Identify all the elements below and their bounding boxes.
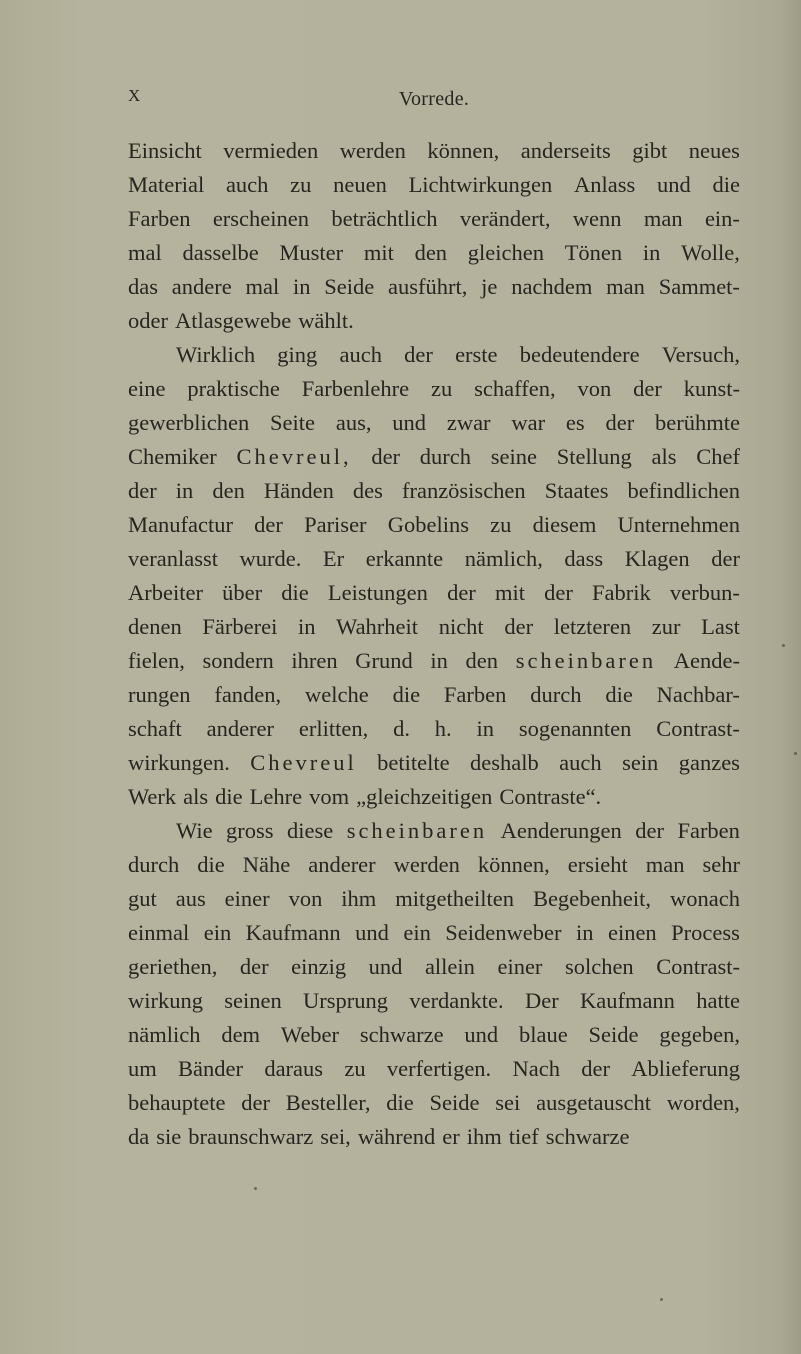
running-head-title: Vorrede. (398, 88, 470, 110)
text-line: Wirklich ging auch der erste bedeutendere Versuch, (176, 342, 740, 367)
text-line: das andere mal in Seide ausführt, je nachdem man Sammet- (128, 274, 740, 299)
text-line: Manufactur der Pariser Gobelins zu diesem Unternehmen (128, 512, 740, 537)
paper-speck (254, 1187, 257, 1190)
text-line: rungen fanden, welche die Farben durch die Nachbar- (128, 682, 740, 707)
text-line: schaft anderer erlitten, d. h. in sogenannten Contrast- (128, 716, 740, 741)
text-line: Wie gross diese scheinbaren Aenderungen der Farben (176, 818, 740, 843)
text-line: gut aus einer von ihm mitgetheilten Begebenheit, wonach (128, 886, 740, 911)
text-line: wirkungen. Chevreul betitelte deshalb auch sein ganzes (128, 750, 740, 775)
text-line: mal dasselbe Muster mit den gleichen Tönen in Wolle, (128, 240, 740, 265)
text-line: da sie braunschwarz sei, während er ihm tief schwarze (128, 1124, 630, 1149)
text-line: wirkung seinen Ursprung verdankte. Der Kaufmann hatte (128, 988, 740, 1013)
text-line: Farben erscheinen beträchtlich verändert, wenn man ein- (128, 206, 740, 231)
text-line: Material auch zu neuen Lichtwirkungen Anlass und die (128, 172, 740, 197)
paragraph (128, 338, 740, 814)
text-line: denen Färberei in Wahrheit nicht der letzteren zur Last (128, 614, 740, 639)
text-line: nämlich dem Weber schwarze und blaue Seide gegeben, (128, 1022, 740, 1047)
text-line: Werk als die Lehre vom „gleichzeitigen Contraste“. (128, 784, 602, 809)
text-line: um Bänder daraus zu verfertigen. Nach der Ablieferung (128, 1056, 740, 1081)
paper-speck (794, 752, 797, 755)
text-line: veranlasst wurde. Er erkannte nämlich, dass Klagen der (128, 546, 740, 571)
text-line: der in den Händen des französischen Staates befindlichen (128, 478, 740, 503)
body-text (128, 134, 740, 1154)
paper-speck (660, 1298, 663, 1301)
text-line: durch die Nähe anderer werden können, ersieht man sehr (128, 852, 740, 877)
text-line: Arbeiter über die Leistungen der mit der Fabrik verbun- (128, 580, 740, 605)
text-line: Chemiker Chevreul, der durch seine Stellung als Chef (128, 444, 740, 469)
page-number: X (128, 86, 141, 105)
text-line: Einsicht vermieden werden können, anderseits gibt neues (128, 138, 740, 163)
text-line: gewerblichen Seite aus, und zwar war es der berühmte (128, 410, 740, 435)
running-head (128, 86, 740, 116)
text-line: fielen, sondern ihren Grund in den scheinbaren Aende- (128, 648, 740, 673)
text-line: eine praktische Farbenlehre zu schaffen, von der kunst- (128, 376, 740, 401)
text-line: einmal ein Kaufmann und ein Seidenweber in einen Process (128, 920, 740, 945)
paper-speck (782, 644, 785, 647)
text-line: geriethen, der einzig und allein einer solchen Contrast- (128, 954, 740, 979)
paragraph (128, 134, 740, 338)
paragraph (128, 814, 740, 1154)
text-line: oder Atlasgewebe wählt. (128, 308, 354, 333)
text-line: behauptete der Besteller, die Seide sei ausgetauscht worden, (128, 1090, 740, 1115)
